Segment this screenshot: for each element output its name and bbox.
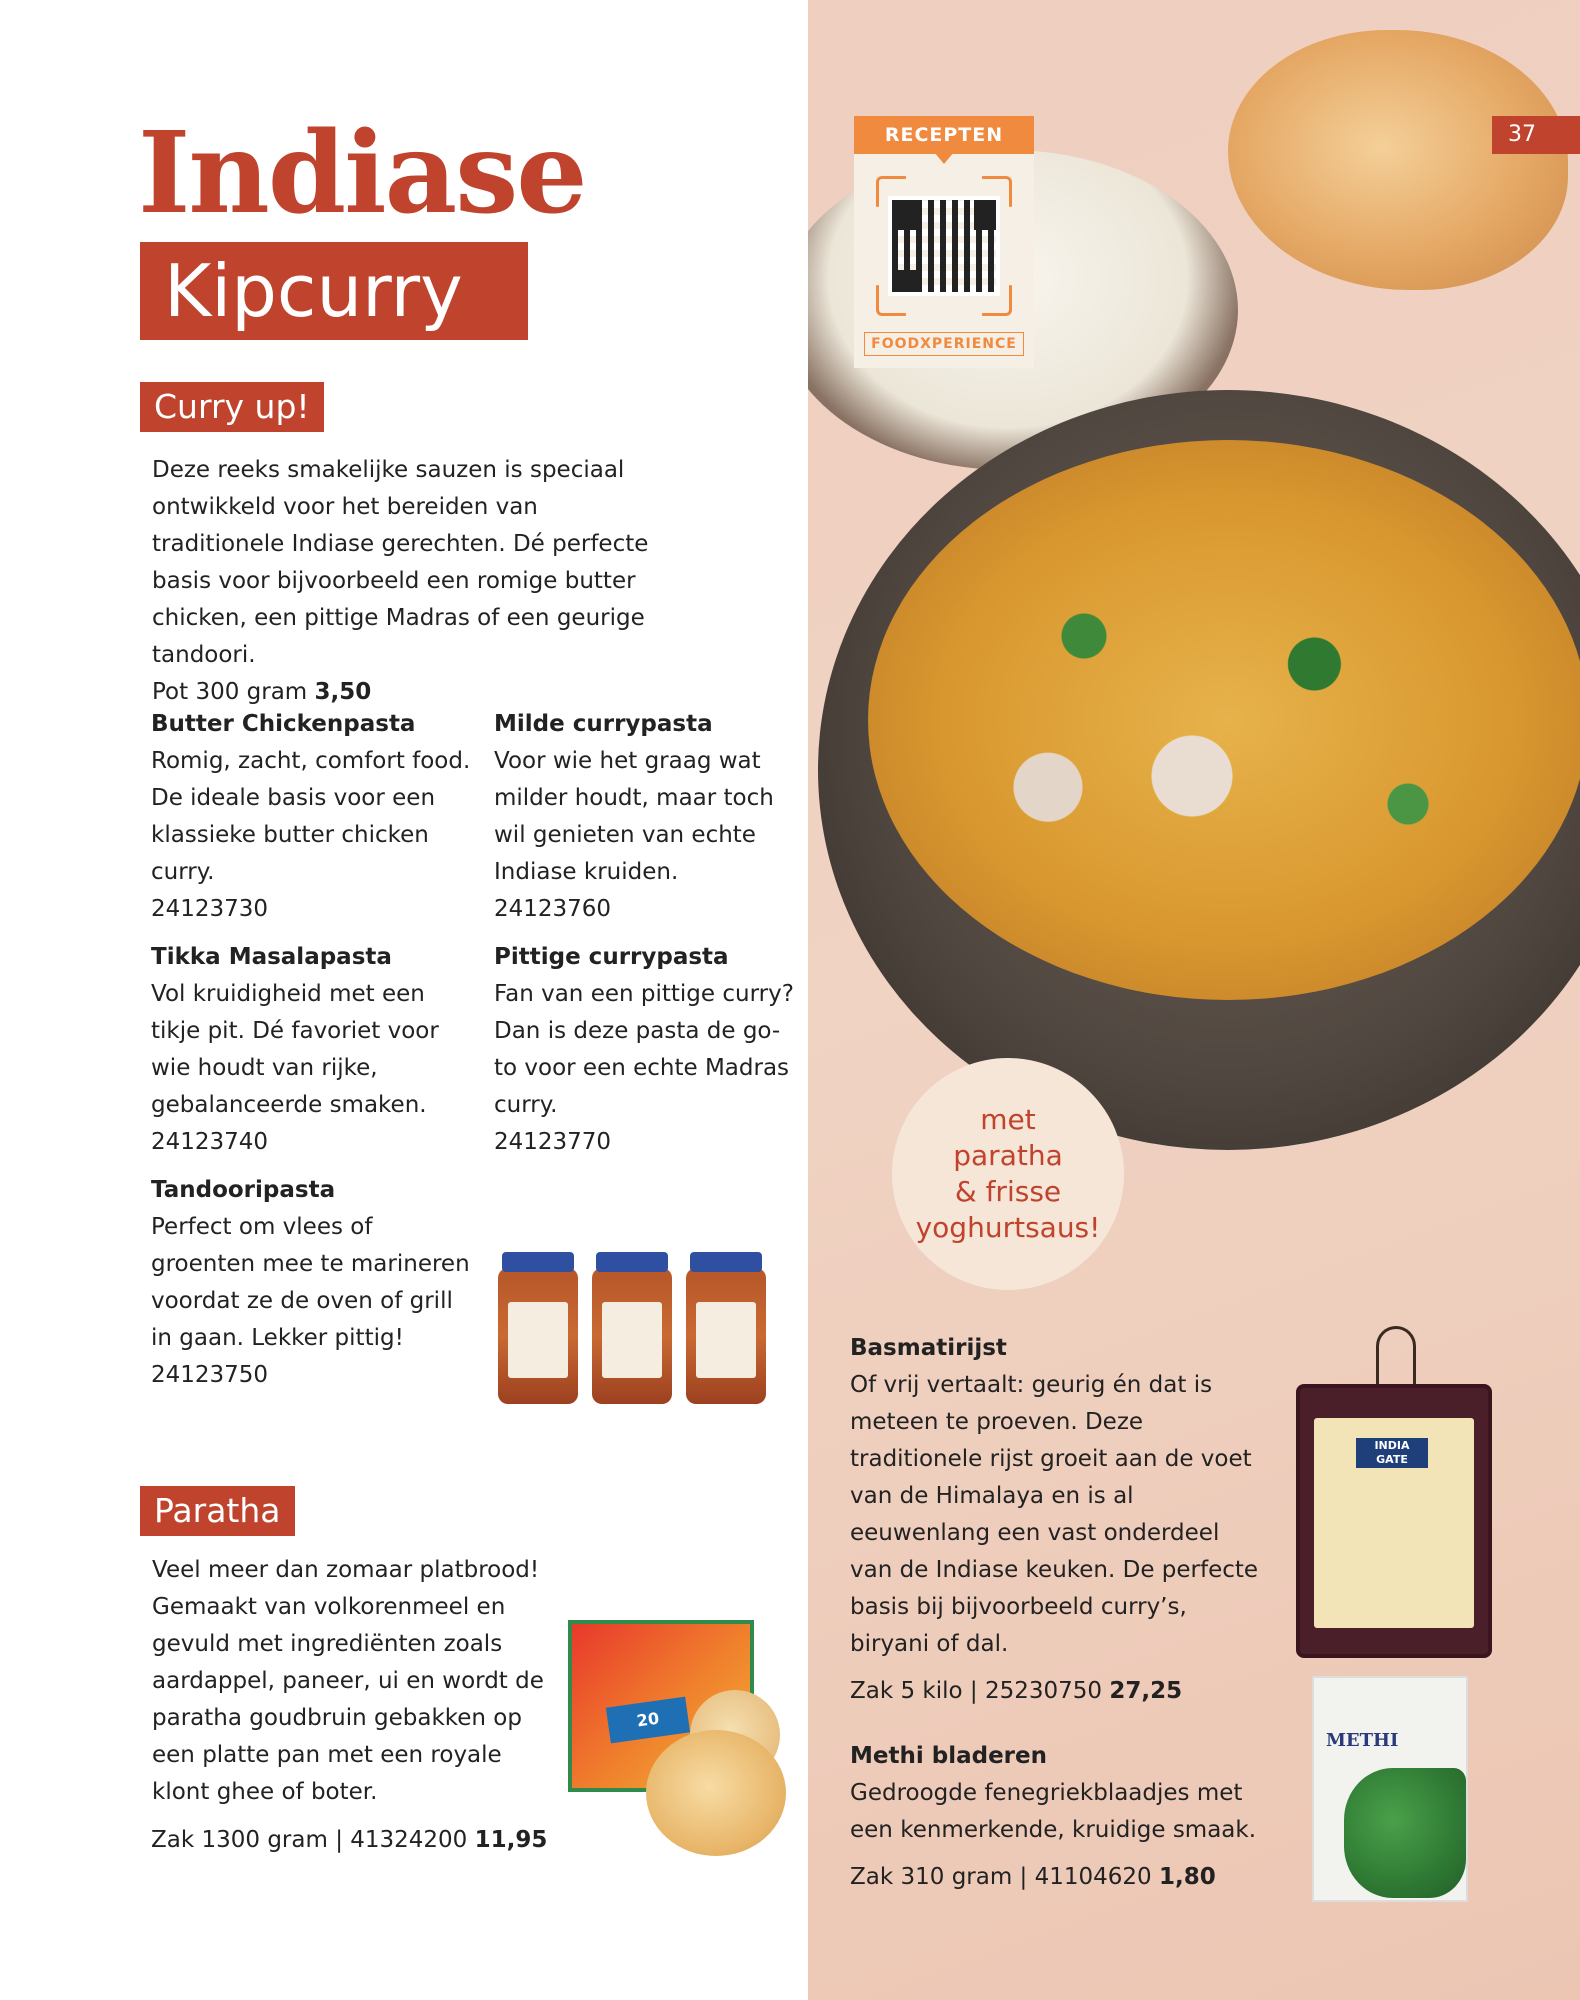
paratha-pack-image: 20 [568, 1620, 754, 1792]
basmati-bag-image: INDIA GATE [1296, 1384, 1492, 1658]
product-desc: Fan van een pittige curry? Dan is deze pasta de go-to voor een echte Madras curry. [494, 981, 794, 1118]
basmati-price-line: Zak 5 kilo | 25230750 [850, 1678, 1103, 1704]
product-desc: Perfect om vlees of groenten mee te marineren voordat ze de oven of grill in gaan. Lekker pittig! [151, 1214, 470, 1351]
product-name: Milde currypasta [494, 711, 713, 737]
paratha-price-row [151, 1822, 591, 1859]
curry-price: 3,50 [314, 679, 372, 705]
qr-arrow-icon [934, 152, 954, 164]
methi-pack-image: METHI [1312, 1676, 1468, 1902]
product-desc: Of vrij vertaalt: geurig én dat is meteen te proeven. Deze traditionele rijst groeit aan de voet van de Himalaya en is al eeuwenlang een vast onderdeel van de Indiase keuken. De perfecte basis bij bijvoorbeeld curry’s, biryani of dal. [850, 1372, 1259, 1657]
basmati-price-row [850, 1673, 1260, 1710]
product-desc: Romig, zacht, comfort food. De ideale basis voor een klassieke butter chicken curry. [151, 748, 471, 885]
food-photo [808, 0, 1580, 2000]
methi-block [850, 1738, 1260, 1896]
page-subtitle: Kipcurry [140, 242, 528, 340]
methi-price-line: Zak 310 gram | 41104620 [850, 1864, 1152, 1890]
product-desc: Vol kruidigheid met een tikje pit. Dé favoriet voor wie houdt van rijke, gebalanceerde smaken. [151, 981, 439, 1118]
serving-suggestion-bubble [892, 1058, 1124, 1290]
product-tikka-masala [151, 939, 461, 1161]
serving-suggestion-text: met paratha & frisse yoghurtsaus! [915, 1103, 1101, 1244]
curry-price-line: Pot 300 gram [152, 679, 308, 705]
product-name: Tikka Masalapasta [151, 944, 392, 970]
section-label-curry: Curry up! [140, 382, 324, 432]
basmati-block [850, 1330, 1260, 1710]
paratha-price-line: Zak 1300 gram | 41324200 [151, 1827, 468, 1853]
product-pittige-curry [494, 939, 794, 1161]
paratha-price: 11,95 [474, 1827, 548, 1853]
product-milde-curry [494, 706, 794, 928]
product-desc: Voor wie het graag wat milder houdt, maar toch wil genieten van echte Indiase kruiden. [494, 748, 774, 885]
product-code: 24123750 [151, 1362, 269, 1388]
product-name: Methi bladeren [850, 1743, 1047, 1769]
section-label-paratha: Paratha [140, 1486, 295, 1536]
product-name: Butter Chickenpasta [151, 711, 416, 737]
jar-image-butter-chicken [498, 1252, 578, 1404]
product-desc: Gedroogde fenegriekblaadjes met een kenmerkende, kruidige smaak. [850, 1780, 1257, 1843]
curry-intro [152, 452, 672, 711]
qr-brand: FOODXPERIENCE [864, 332, 1024, 356]
product-code: 24123730 [151, 896, 269, 922]
product-tandoori [151, 1172, 481, 1394]
curry-intro-text: Deze reeks smakelijke sauzen is speciaal ontwikkeld voor het bereiden van traditionele Indiase gerechten. Dé perfecte basis voor bijvoorbeeld een romige butter chicken, een pittige Madras of een geurige tandoori. [152, 457, 649, 668]
chicken-curry-in-photo [868, 440, 1580, 1000]
product-name: Basmatirijst [850, 1335, 1007, 1361]
qr-tag: RECEPTEN [854, 116, 1034, 154]
methi-price-row [850, 1859, 1260, 1896]
bread-in-photo [1228, 30, 1568, 290]
page-number: 37 [1492, 116, 1580, 154]
product-code: 24123760 [494, 896, 612, 922]
methi-price: 1,80 [1159, 1864, 1216, 1890]
jar-image-tandoori [686, 1252, 766, 1404]
product-name: Tandooripasta [151, 1177, 336, 1203]
product-name: Pittige currypasta [494, 944, 729, 970]
qr-code[interactable] [888, 196, 1000, 296]
paratha-bread-image [646, 1730, 786, 1856]
product-code: 24123770 [494, 1129, 612, 1155]
product-code: 24123740 [151, 1129, 269, 1155]
jar-image-tikka [592, 1252, 672, 1404]
page-title: Indiase [138, 108, 586, 239]
basmati-price: 27,25 [1109, 1678, 1183, 1704]
product-butter-chicken [151, 706, 471, 928]
paratha-desc: Veel meer dan zomaar platbrood! Gemaakt van volkorenmeel en gevuld met ingrediënten zoals aardappel, paneer, ui en wordt de paratha goudbruin gebakken op een platte pan met een royale klont ghee of boter. [152, 1557, 544, 1805]
